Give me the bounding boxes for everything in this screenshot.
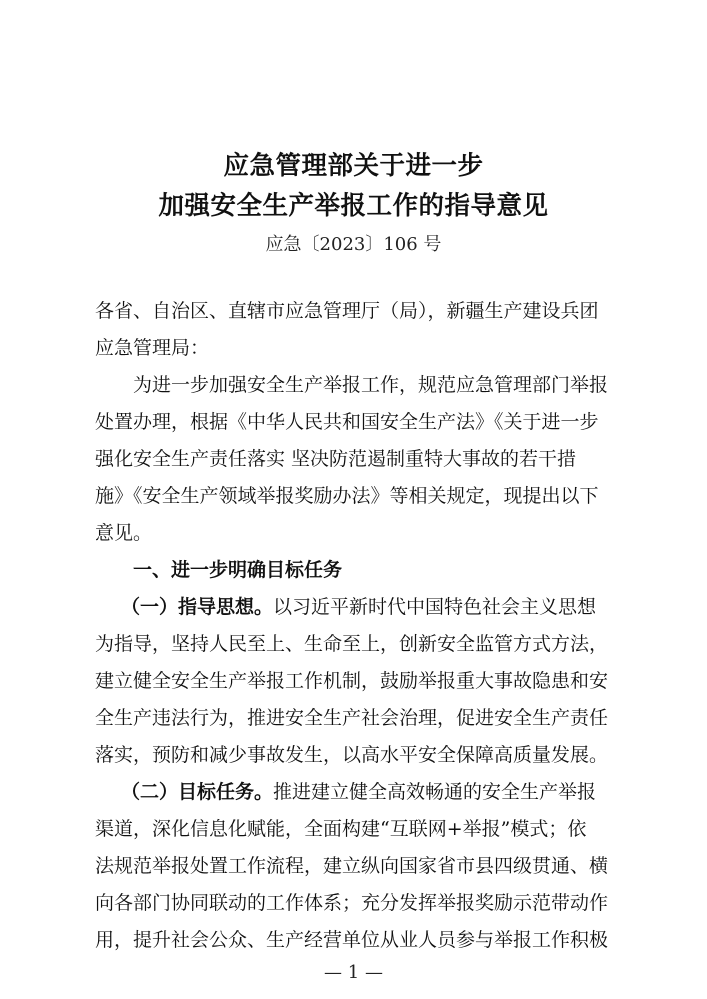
intro-line-5: 意见。 (95, 522, 153, 544)
intro-line-2: 处置办理，根据《中华人民共和国安全生产法》《关于进一步 (95, 411, 599, 433)
document-number: 应急〔2023〕106 号 (265, 234, 442, 255)
document-title-line-2: 加强安全生产举报工作的指导意见 (158, 191, 549, 221)
item2-first-text: 推进建立健全高效畅通的安全生产举报 (273, 781, 597, 803)
item1-first-line (121, 593, 661, 621)
item2-line-4: 向各部门协同联动的工作体系；充分发挥举报奖励示范带动作 (95, 892, 609, 914)
item2-line-3: 法规范举报处置工作流程，建立纵向国家省市县四级贯通、横 (95, 855, 609, 877)
item2-line-5: 用，提升社会公众、生产经营单位从业人员参与举报工作积极 (95, 929, 609, 951)
item1-line-3: 建立健全安全生产举报工作机制，鼓励举报重大事故隐患和安 (95, 670, 609, 692)
item1-line-4: 全生产违法行为，推进安全生产社会治理，促进安全生产责任 (95, 707, 609, 729)
section-heading: 一、进一步明确目标任务 (133, 559, 343, 581)
addressee-line-2: 应急管理局： (95, 337, 210, 359)
item2-first-line (121, 778, 661, 806)
item1-first-text: 以习近平新时代中国特色社会主义思想 (273, 596, 597, 618)
addressee-line-1: 各省、自治区、直辖市应急管理厅（局），新疆生产建设兵团 (95, 300, 599, 322)
item2-label: （二）目标任务。 (121, 781, 274, 803)
intro-line-4: 施》《安全生产领域举报奖励办法》等相关规定，现提出以下 (95, 485, 599, 507)
item2-line-2: 渠道，深化信息化赋能，全面构建“互联网+举报”模式；依 (95, 818, 587, 840)
document-title-line-1: 应急管理部关于进一步 (223, 151, 484, 181)
page-number: — 1 — (324, 962, 383, 983)
item1-label: （一）指导思想。 (121, 596, 274, 618)
intro-line-3: 强化安全生产责任落实 坚决防范遏制重特大事故的若干措 (95, 448, 577, 470)
item1-line-5: 落实，预防和减少事故发生，以高水平安全保障高质量发展。 (95, 744, 609, 766)
intro-line-1: 为进一步加强安全生产举报工作，规范应急管理部门举报 (133, 374, 609, 396)
item1-line-2: 为指导，坚持人民至上、生命至上，创新安全监管方式方法， (95, 633, 609, 655)
